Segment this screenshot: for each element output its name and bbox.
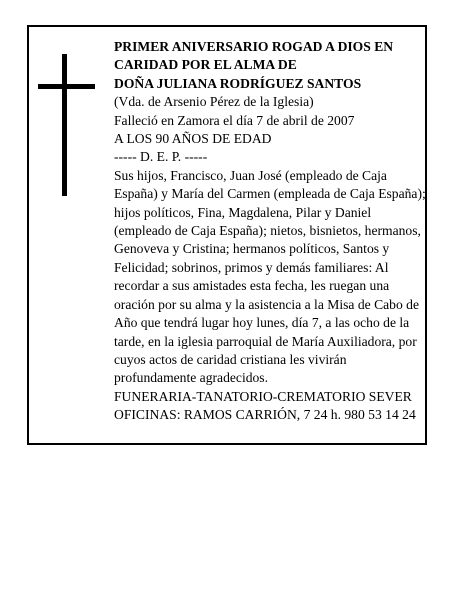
cross-icon [62, 54, 67, 196]
body-text: Sus hijos, Francisco, Juan José (empleado de Caja España) y María del Carmen (empleada de Caja España); hijos políticos, Fina, Magdalena, Pilar y Daniel (empleado de Caja España); nietos, bisnietos, hermanos, Genoveva y Cristina; hermanos políticos, Santos y Felicidad; sobrinos, primos y demás familiares: Al recordar a sus amistades esta fecha, les ruegan una oración por su alma y la asistencia a la Misa de Cabo de Año que tendrá lugar hoy lunes, día 7, a las ocho de la tarde, en la iglesia parroquial de María Auxiliadora, por cuyos actos de caridad cristiana les vivirán profundamente agradecidos. [114, 167, 426, 386]
death-info: Falleció en Zamora el día 7 de abril de 2007 [114, 112, 355, 128]
rip-line: ----- D. E. P. ----- [114, 149, 208, 165]
offices: OFICINAS: RAMOS CARRIÓN, 7 24 h. 980 53 14 24 [114, 407, 416, 423]
age: A LOS 90 AÑOS DE EDAD [114, 131, 272, 147]
funeral-home: FUNERARIA-TANATORIO-CREMATORIO SEVER [114, 388, 412, 404]
obituary-text [114, 38, 426, 425]
deceased-name: DOÑA JULIANA RODRÍGUEZ SANTOS [114, 75, 362, 91]
widow-of: (Vda. de Arsenio Pérez de la Iglesia) [114, 94, 314, 110]
header-line1: PRIMER ANIVERSARIO ROGAD A DIOS EN CARIDAD POR EL ALMA DE [114, 39, 394, 73]
cross-icon-arm [38, 84, 95, 89]
